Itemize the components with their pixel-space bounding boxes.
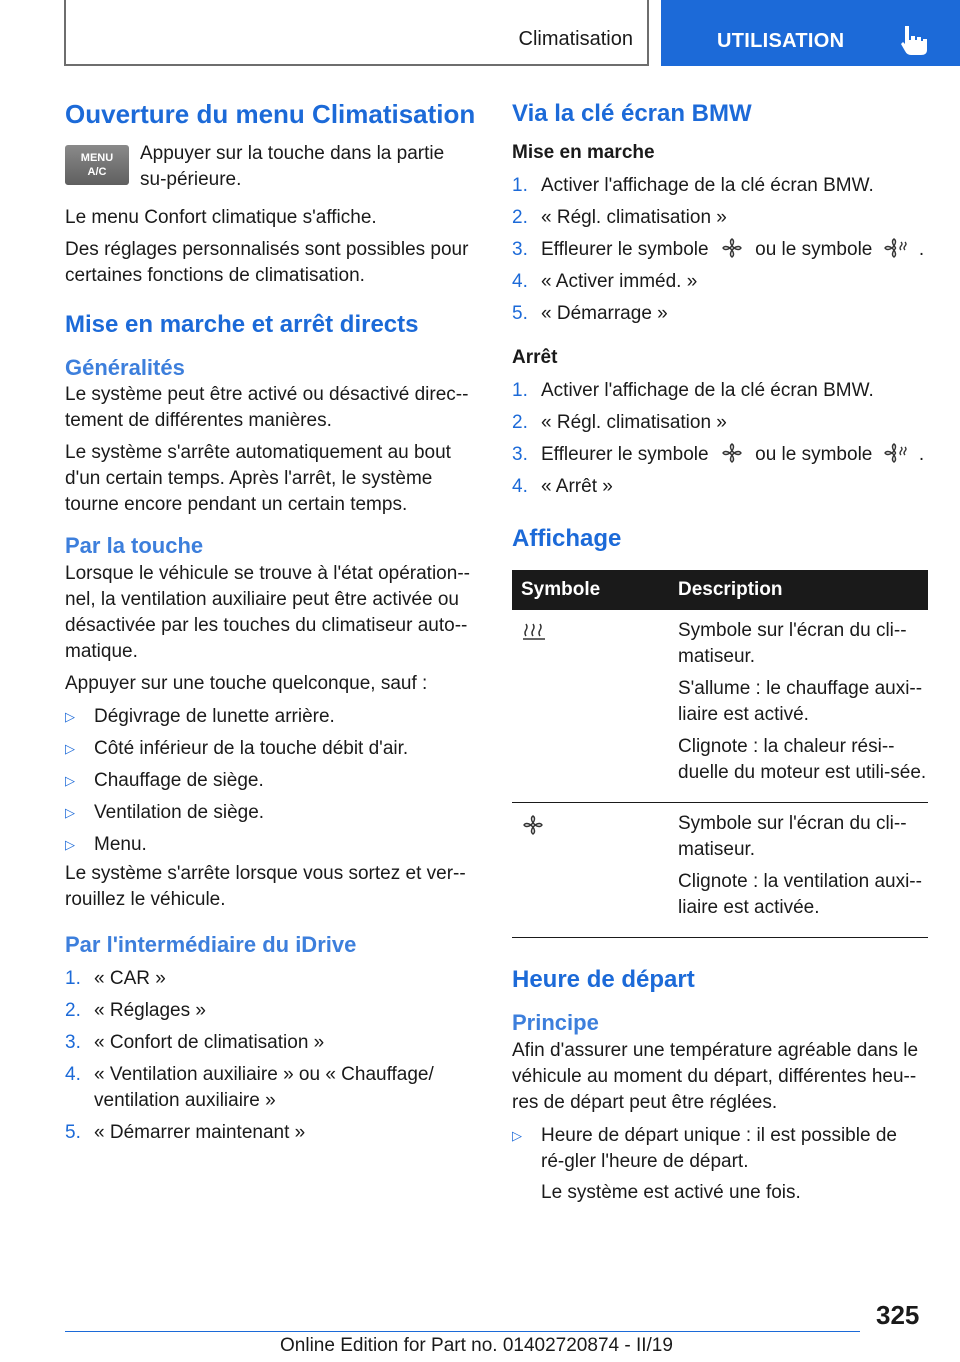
list-item-text: Menu.: [94, 833, 147, 855]
step-number: 2.: [512, 411, 528, 433]
heading-direct: Mise en marche et arrêt directs: [65, 310, 419, 338]
list-item-text: Dégivrage de lunette arrière.: [94, 705, 335, 727]
list-item: [65, 701, 477, 733]
step-number: 1.: [65, 968, 81, 990]
step-number: 4.: [512, 270, 528, 292]
paragraph: Lorsque le véhicule se trouve à l'état opération-nel, la ventilation auxiliaire peut être activée ou désactivée par les touches du climatiseur auto-matique.: [65, 562, 470, 662]
step-text-post: .: [918, 238, 925, 260]
paragraph: Des réglages personnalisés sont possibles pour certaines fonctions de climatisation.: [65, 238, 469, 286]
paragraph: Le menu Confort climatique s'affiche.: [65, 206, 377, 228]
chapter-title: UTILISATION: [717, 30, 845, 52]
table-cell-description: [669, 610, 928, 803]
step-item: [512, 266, 928, 298]
fan-heat-icon: [884, 443, 908, 463]
fan-icon: [521, 815, 545, 835]
step-text-post: .: [918, 443, 925, 465]
table-header-row: [512, 570, 928, 610]
heading-start: Mise en marche: [512, 142, 655, 164]
paragraph: Appuyer sur une touche quelconque, sauf :: [65, 672, 428, 694]
departure-list: [512, 1120, 928, 1178]
list-item-text: Ventilation de siège.: [94, 801, 265, 823]
list-item: [65, 733, 477, 765]
heading-departure: Heure de départ: [512, 965, 695, 993]
menu-btn-label-1: MENU: [80, 151, 114, 164]
menu-btn-label-2: A/C: [87, 165, 107, 178]
paragraph: Le système s'arrête lorsque vous sortez et ver-rouillez le véhicule.: [65, 862, 466, 910]
fan-heat-icon: [884, 238, 908, 258]
step-text: « Ventilation auxiliaire » ou « Chauffage/ ventilation auxiliaire »: [94, 1064, 434, 1112]
heading-stop: Arrêt: [512, 346, 558, 368]
table-cell-description: [669, 802, 928, 937]
step-text: « Confort de climatisation »: [94, 1032, 325, 1054]
step-item: [512, 234, 928, 266]
description-line: Clignote : la chaleur rési-duelle du moteur est utili-sée.: [678, 735, 927, 783]
triangle-bullet-icon: ▷: [65, 772, 75, 788]
exception-list: [65, 701, 477, 861]
step-text: « Démarrer maintenant »: [94, 1122, 306, 1144]
list-item-text: Côté inférieur de la touche débit d'air.: [94, 737, 409, 759]
description-line: Symbole sur l'écran du cli-matiseur.: [678, 812, 907, 860]
triangle-bullet-icon: ▷: [65, 708, 75, 724]
heading-open-menu: Ouverture du menu Climatisation: [65, 99, 476, 129]
step-item: [512, 375, 928, 407]
chapter-tab: [661, 0, 960, 66]
step-item: [512, 170, 928, 202]
list-item: [65, 797, 477, 829]
step-text: Activer l'affichage de la clé écran BMW.: [541, 379, 874, 401]
stop-steps: [512, 375, 928, 503]
heading-button: Par la touche: [65, 533, 204, 559]
list-item: [512, 1120, 928, 1178]
paragraph: Le système peut être activé ou désactivé direc-tement de différentes manières.: [65, 384, 469, 432]
step-number: 3.: [65, 1032, 81, 1054]
step-item: [65, 1059, 477, 1117]
list-item: [65, 765, 477, 797]
description-line: Clignote : la ventilation auxi-liaire est activée.: [678, 870, 922, 918]
left-column: [65, 98, 477, 1149]
step-text: « Activer imméd. »: [541, 270, 698, 292]
heading-general: Généralités: [65, 354, 185, 380]
step-number: 3.: [512, 238, 528, 260]
paragraph: Afin d'assurer une température agréable dans le véhicule au moment du départ, différentes heu-res de départ peut être réglées.: [512, 1039, 919, 1113]
step-item: [65, 1117, 477, 1149]
description-line: Symbole sur l'écran du cli-matiseur.: [678, 619, 907, 667]
step-item: [65, 963, 477, 995]
step-text: « Arrêt »: [541, 475, 613, 497]
triangle-bullet-icon: ▷: [65, 804, 75, 820]
paragraph-indented: Le système est activé une fois.: [541, 1181, 801, 1203]
paragraph: Le système s'arrête automatiquement au bout d'un certain temps. Après l'arrêt, le système tourne encore pendant un certain temps.: [65, 442, 451, 516]
step-number: 2.: [65, 1000, 81, 1022]
step-text: « Régl. climatisation »: [541, 411, 727, 433]
symbol-table: [512, 570, 928, 938]
step-text: « Régl. climatisation »: [541, 206, 727, 228]
step-number: 4.: [512, 475, 528, 497]
list-item-text: Heure de départ unique : il est possible de ré-gler l'heure de départ.: [541, 1124, 897, 1172]
fan-icon: [720, 443, 744, 463]
step-number: 5.: [65, 1122, 81, 1144]
step-text: « Démarrage »: [541, 302, 668, 324]
step-text: [541, 237, 924, 263]
step-text-mid: ou le symbole: [755, 443, 873, 465]
footer-divider: [65, 1331, 860, 1332]
step-number: 4.: [65, 1064, 81, 1086]
triangle-bullet-icon: ▷: [65, 836, 75, 852]
step-item: [512, 471, 928, 503]
step-number: 5.: [512, 302, 528, 324]
table-header-symbol: Symbole: [512, 570, 669, 610]
section-title: Climatisation: [518, 28, 633, 50]
triangle-bullet-icon: ▷: [512, 1127, 522, 1143]
start-steps: [512, 170, 928, 330]
table-header-description: Description: [669, 570, 928, 610]
list-item: [65, 829, 477, 861]
footer-edition: Online Edition for Part no. 01402720874 - II/19: [280, 1335, 673, 1356]
menu-instruction: Appuyer sur la touche dans la partie su-périeure.: [140, 142, 445, 190]
step-text-pre: Effleurer le symbole: [541, 443, 709, 465]
pointing-hand-icon: [899, 24, 929, 56]
step-item: [512, 202, 928, 234]
heat-waves-icon: [521, 622, 547, 642]
right-column: [512, 98, 928, 1206]
heading-display: Affichage: [512, 524, 622, 552]
heading-bmw-key: Via la clé écran BMW: [512, 100, 752, 127]
step-number: 3.: [512, 443, 528, 465]
step-item: [512, 298, 928, 330]
table-cell-symbol: [512, 610, 669, 803]
menu-button-row: [65, 141, 477, 193]
step-text: « Réglages »: [94, 1000, 206, 1022]
step-text: Activer l'affichage de la clé écran BMW.: [541, 174, 874, 196]
section-box: [64, 0, 649, 66]
heading-idrive: Par l'intermédiaire du iDrive: [65, 931, 357, 957]
step-text: [541, 442, 924, 468]
step-number: 1.: [512, 174, 528, 196]
step-item: [512, 439, 928, 471]
table-row: [512, 802, 928, 937]
step-item: [65, 995, 477, 1027]
table-cell-symbol: [512, 802, 669, 937]
step-number: 1.: [512, 379, 528, 401]
idrive-steps: [65, 963, 477, 1149]
page-header: [0, 0, 960, 66]
list-item-text: Chauffage de siège.: [94, 769, 264, 791]
step-number: 2.: [512, 206, 528, 228]
menu-ac-button-icon: [65, 145, 129, 185]
table-row: [512, 610, 928, 803]
step-text: « CAR »: [94, 968, 166, 990]
step-item: [65, 1027, 477, 1059]
step-text-mid: ou le symbole: [755, 238, 873, 260]
fan-icon: [720, 238, 744, 258]
step-text-pre: Effleurer le symbole: [541, 238, 709, 260]
step-item: [512, 407, 928, 439]
page-number: 325: [876, 1300, 920, 1330]
description-line: S'allume : le chauffage auxi-liaire est activé.: [678, 677, 923, 725]
heading-principle: Principe: [512, 1009, 599, 1035]
triangle-bullet-icon: ▷: [65, 740, 75, 756]
